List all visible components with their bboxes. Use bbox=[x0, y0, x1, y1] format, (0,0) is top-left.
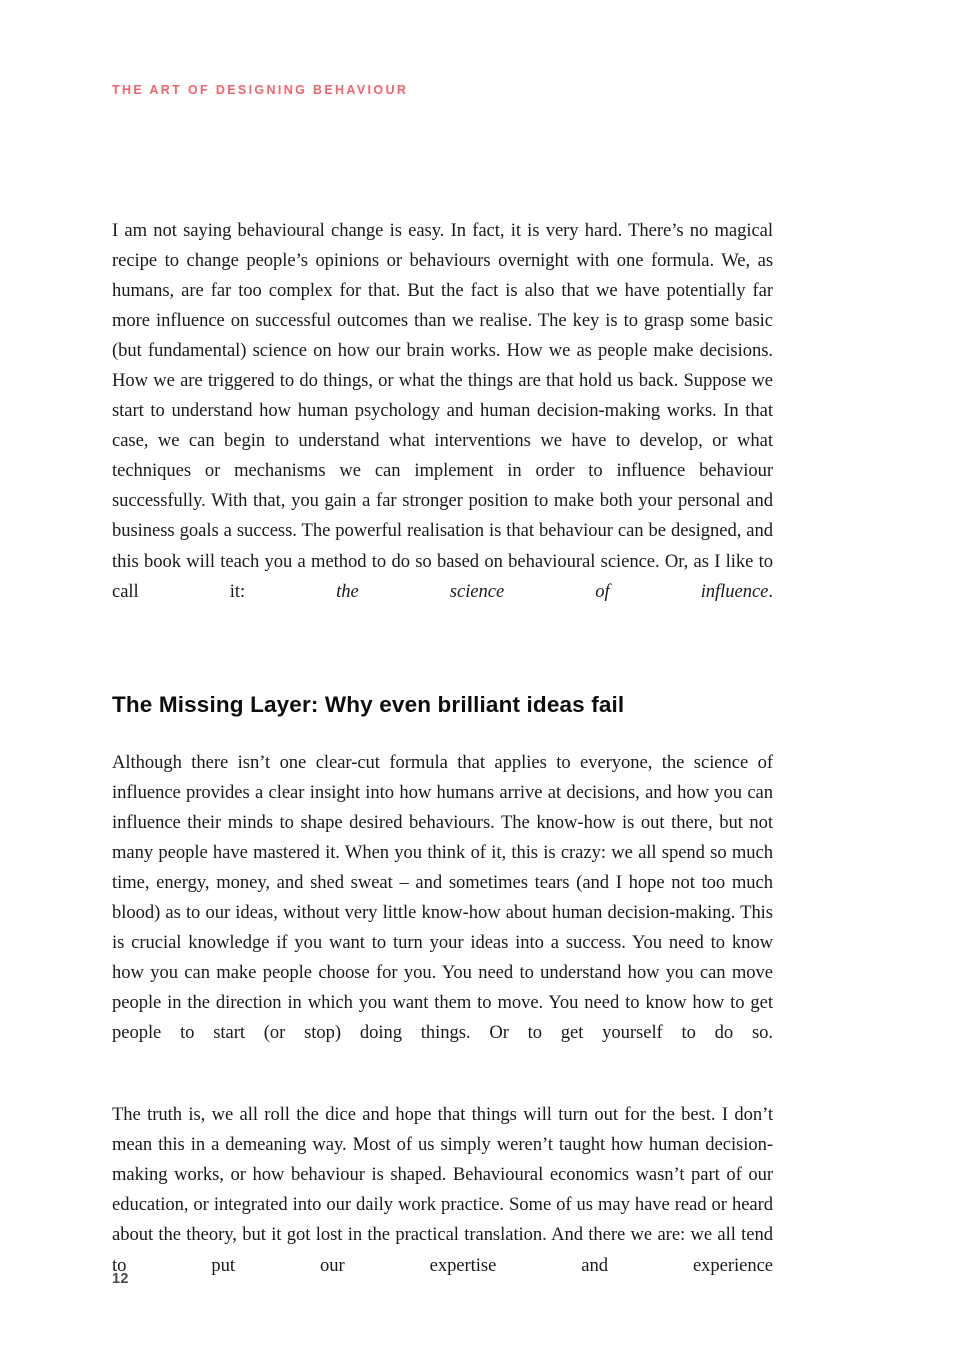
paragraph-2: Although there isn’t one clear-cut formula that applies to everyone, the science of influence provides a clear insight into how humans arrive at decisions, and how you can influence their minds to shape desired behaviours. The know-how is out there, but not many people have mastered it. When you think of it, this is crazy: we all spend so much time, energy, money, and shed sweat – and sometimes tears (and I hope not too much blood) as to our ideas, without very little know-how about human decision-making. This is crucial knowledge if you want to turn your ideas into a success. You need to know how you can make people choose for you. You need to understand how you can move people in the direction in which you want them to move. You need to know how to get people to start (or stop) doing things. Or to get yourself to do so. bbox=[112, 751, 773, 1044]
section-heading: The Missing Layer: Why even brilliant ideas fail bbox=[112, 691, 625, 717]
heading-top-spacer bbox=[112, 637, 773, 691]
heading-bottom-spacer bbox=[112, 719, 773, 748]
paragraph-1-text-a: I am not saying behavioural change is easy. In fact, it is very hard. There’s no magical recipe to change people’s opinions or behaviours overnight with one formula. We, as humans, are far too complex for that. But the fact is also that we have potentially far more influence on successful outcomes than we realise. The key is to grasp some basic (but fundamental) science on how our brain works. How we as people make decisions. How we are triggered to do things, or what the things are that hold us back. Suppose we start to understand how human psychology and human decision-making works. In that case, we can begin to understand what interventions we have to develop, or what techniques or mechanisms we can implement in order to influence behaviour successfully. With that, you gain a far stronger position to make both your personal and business goals a success. The powerful realisation is that behaviour can be designed, and this book will teach you a method to do so based on behavioural science. Or, as I like to call it: bbox=[112, 220, 773, 602]
page-number: 12 bbox=[112, 1271, 129, 1287]
paragraph-1 bbox=[112, 216, 773, 637]
paragraph-3: The truth is, we all roll the dice and hope that things will turn out for the best. I don’t mean this in a demeaning way. Most of us simply weren’t taught how human decision-making works, or how behaviour is shaped. Behavioural economics wasn’t part of our education, or integrated into our daily work practice. Some of us may have read or heard about the theory, but it got lost in the practical translation. And there we are: we all tend to put our expertise and experience bbox=[112, 1104, 773, 1276]
paragraph-1-text-b: . bbox=[768, 580, 773, 602]
running-head: THE ART OF DESIGNING BEHAVIOUR bbox=[112, 83, 409, 97]
paragraph-1-italic-phrase: the science of influence bbox=[336, 580, 769, 602]
text-column bbox=[112, 216, 773, 1311]
